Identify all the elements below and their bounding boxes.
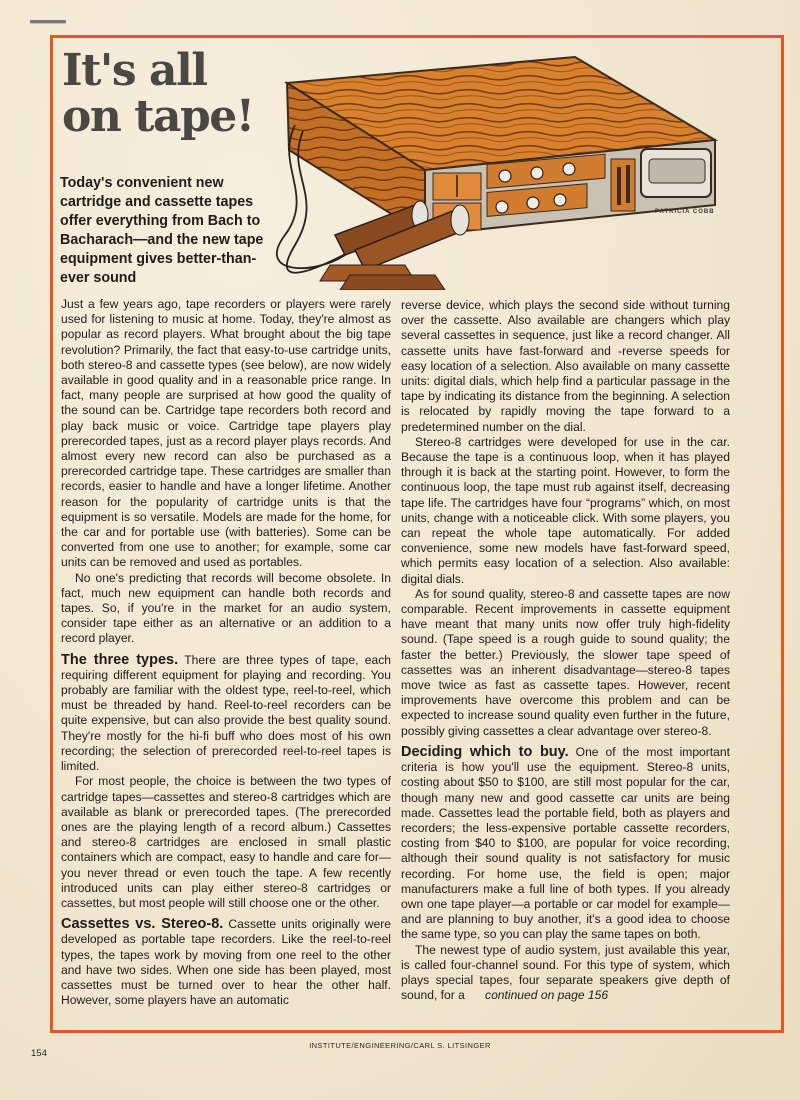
body-paragraph: The newest type of audio system, just available this year, is called four-channel sound. For this type of system, which plays special tapes, four separate speakers give depth of sound, for a continued on page 156	[401, 942, 730, 1003]
body-paragraph: No one's predicting that records will become obsolete. In fact, much new equipment can handle both records and tapes. So, if you're in the market for an audio system, consider tape either as an alternative or an addition to a record player.	[61, 570, 391, 646]
article-deck: Today's convenient new cartridge and cassette tapes offer everything from Bach to Bacharach—and the new tape equipment gives better-than-ever sound	[60, 175, 264, 286]
body-paragraph: For most people, the choice is between the two types of cartridge tapes—cassettes and stereo-8 cartridges which are available as blank or prerecorded tapes. (The prerecorded ones are the playing length of a record album.) Cassettes and stereo-8 cartridges are enclosed in small plastic containers which are compact, easy to handle and care for—you never thread or even touch the tape. A few recently introduced units can play either stereo-8 cartridges or cassettes, but most people will still choose one or the other.	[61, 774, 391, 910]
section-paragraph	[61, 653, 391, 775]
article-title	[62, 45, 254, 142]
microphones	[320, 201, 469, 290]
body-paragraph: Stereo-8 cartridges were developed for use in the car. Because the tape is a continuous loop, when it has played through it is back at the starting point. However, to form the continuous loop, the tape must rub against itself, decreasing tape life. The cartridges have four “programs” which, on most units, change with a noticeable click. With some players, you can repeat the whole tape automatically. For added convenience, some new models have fast-forward speed, which permits easy location of a selection. Also available: digital dials.	[401, 434, 730, 586]
section-heading: The three types.	[61, 651, 179, 668]
section-body: One of the most important criteria is how you'll use the equipment. Stereo-8 units, costing about $50 to $100, are still most popular for the car, though many new and good cassette car units are being made. Cassettes lead the portable field, both as players and recorders; the less-expensive portable cassette recorders, costing from $40 to $100, are popular for voice recording, although their sound quality is not satisfactory for music recording. For home use, the field is open; major manufacturers make a full line of both types. If you already own one tape player—a portable or car model for example—and are planning to buy another, it's a good idea to choose the same type, so you can play the same tapes on both.	[401, 744, 730, 942]
illustration-credit: PATRICIA COBB	[655, 209, 715, 215]
section-body: There are three types of tape, each requiring different equipment for playing and recording. You probably are familiar with the oldest type, reel-to-reel, which must be threaded by hand. Reel-to-reel recorders can be quite expensive, but can also provide the best quality sound. They're mostly for the hi-fi buff who does most of his own recording; the selection of prerecorded reel-to-reel tapes is limited.	[61, 652, 392, 774]
title-line-1: It's all	[62, 45, 207, 96]
section-body: Cassette units originally were developed as portable tape recorders. Like the reel-to-reel types, the tapes work by moving from one reel to the other and have two sides. When one side has been played, most cassettes must be turned over to hear the other half. However, some players have an automatic	[61, 917, 392, 1008]
body-paragraph: Just a few years ago, tape recorders or players were rarely used for listening to music at home. Today, they're almost as popular as record players. What brought about the big tape revolution? Primarily, the fact that easy-to-use cartridge units, both stereo-8 and cassette types (see below), are now widely available in good quality and in a reasonable price range. In fact, many people are surprised at how good the quality of the sound can be. Cartridge tape recorders both record and play back music or voice. Cartridge tape players play prerecorded tapes, just as a record player plays records. And almost every new record can also be purchased as a prerecorded cartridge tape. These cartridges are smaller than records, easier to handle and have a longer lifetime. Another reason for the popularity of cartridge units is that the equipment is so versatile. Models are made for the home, for the car and for portable use (with batteries). Some can be converted from one use to another; for example, some car units can be removed and used as portables.	[61, 297, 391, 570]
section-heading: Deciding which to buy.	[401, 743, 569, 760]
title-line-2: on tape!	[62, 91, 254, 142]
continued-link[interactable]: continued on page 156	[464, 988, 609, 1003]
article-column-right	[401, 298, 730, 1003]
slider-panel	[611, 159, 635, 211]
section-heading: Cassettes vs. Stereo-8.	[61, 916, 224, 933]
section-paragraph	[401, 745, 730, 943]
page-number: 154	[31, 1048, 47, 1059]
photo-credit-footer: INSTITUTE/ENGINEERING/CARL S. LITSINGER	[309, 1041, 491, 1050]
paper-smudge	[660, 0, 800, 18]
article-column-left	[61, 297, 391, 1008]
body-paragraph: reverse device, which plays the second side without turning over the cassette. Also available are changers which play several cassettes in sequence, just like a record changer. All cassette units have fast-forward and -reverse speeds for easy location of a selection. Also available on many cassette units: digital dials, which help find a particular passage in the tape by indicating its distance from the beginning. A selection is relocated by rapidly moving the tape forward to a predetermined number on the dial.	[401, 298, 730, 434]
staple-mark	[30, 20, 66, 23]
body-paragraph: As for sound quality, stereo-8 and cassette tapes are now comparable. Recent improvements in cassette equipment have meant that many units now offer truly high-fidelity sound. (Tape speed is a rough guide to sound quality; the faster the better.) Previously, the slower tape speed of cassettes was an inherent disadvantage—stereo-8 tapes move twice as fast as cassette tapes. However, recent improvements have overcome this problem and can be expected to increase sound quality even further in the future, possibly giving cassettes a clear advantage over stereo-8.	[401, 586, 730, 738]
section-paragraph	[61, 917, 391, 1008]
tape-deck-illustration	[275, 45, 725, 290]
